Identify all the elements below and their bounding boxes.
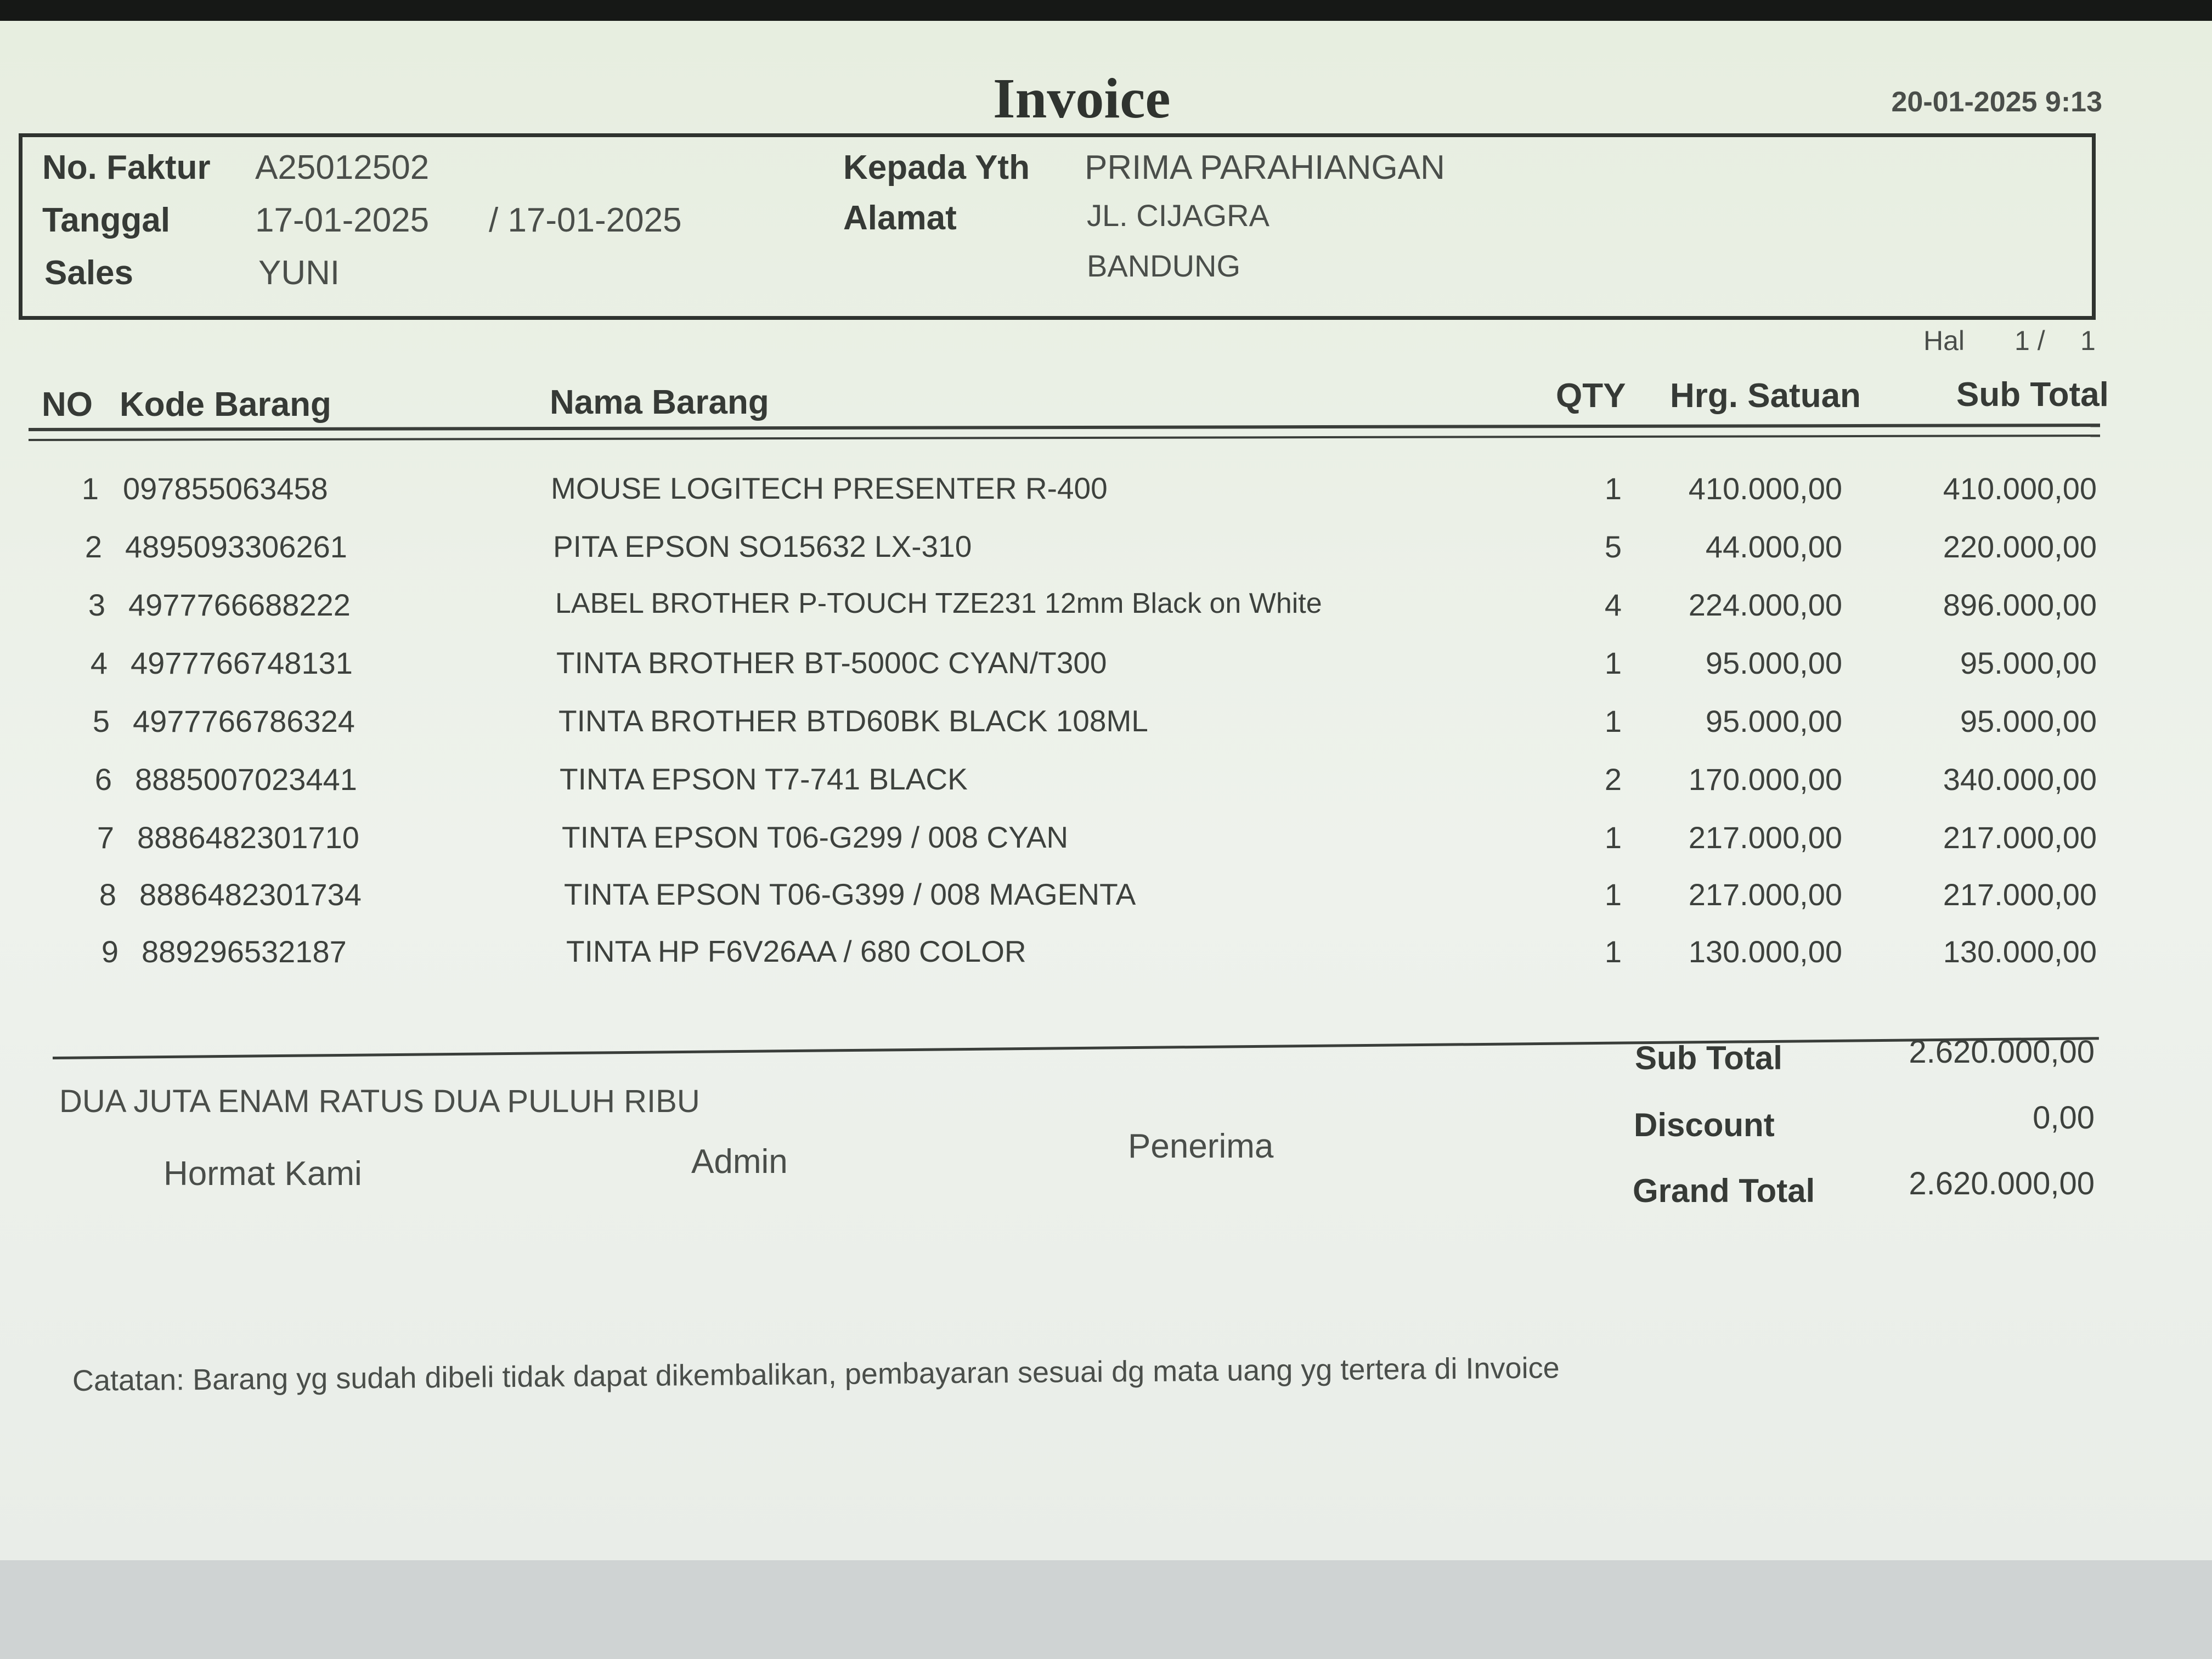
- row-subtotal: 217.000,00: [1943, 877, 2097, 912]
- row-no: 5: [92, 704, 110, 738]
- row-no: 3: [88, 588, 105, 622]
- row-qty: 4: [1604, 588, 1622, 622]
- subtotal-value: 2.620.000,00: [1909, 1034, 2095, 1070]
- row-harga: 217.000,00: [1688, 877, 1842, 912]
- row-harga: 95.000,00: [1705, 704, 1842, 738]
- row-subtotal: 217.000,00: [1943, 820, 2097, 855]
- row-kode: 4977766748131: [131, 646, 353, 680]
- grand-total-label: Grand Total: [1633, 1172, 1815, 1209]
- row-subtotal: 95.000,00: [1960, 646, 2097, 680]
- kepada-value: PRIMA PARAHIANGAN: [1085, 149, 1445, 187]
- row-no: 4: [90, 646, 108, 680]
- table-rule-top-1: [29, 424, 2100, 431]
- admin-label: Admin: [691, 1143, 788, 1181]
- row-kode: 8886482301710: [137, 820, 359, 855]
- row-no: 2: [84, 529, 102, 564]
- row-kode: 8886482301734: [139, 877, 362, 912]
- tanggal-value: 17-01-2025: [255, 201, 430, 239]
- table-row: [0, 761, 2140, 805]
- tanggal-value-2: / 17-01-2025: [489, 201, 682, 239]
- row-nama: TINTA EPSON T7-741 BLACK: [560, 762, 968, 796]
- row-subtotal: 220.000,00: [1943, 529, 2097, 564]
- row-harga: 44.000,00: [1705, 529, 1842, 564]
- row-nama: TINTA HP F6V26AA / 680 COLOR: [566, 934, 1026, 968]
- row-harga: 130.000,00: [1688, 934, 1842, 969]
- table-row: [0, 934, 2140, 978]
- table-row: [0, 703, 2140, 747]
- alamat-line-1: JL. CIJAGRA: [1087, 198, 1269, 233]
- page-current: 1 /: [2015, 325, 2045, 356]
- discount-value: 0,00: [2033, 1100, 2095, 1136]
- alamat-label: Alamat: [843, 199, 957, 237]
- table-rule-top-2: [29, 435, 2100, 441]
- row-harga: 170.000,00: [1688, 762, 1842, 797]
- hormat-kami-label: Hormat Kami: [163, 1155, 362, 1193]
- no-faktur-label: No. Faktur: [42, 149, 211, 187]
- table-row: [0, 645, 2140, 689]
- col-header-subtotal: Sub Total: [1956, 376, 2109, 414]
- row-qty: 1: [1604, 471, 1622, 506]
- grand-total-value: 2.620.000,00: [1909, 1166, 2095, 1201]
- monitor-frame-bottom: [0, 1560, 2212, 1659]
- printed-timestamp: 20-01-2025 9:13: [1891, 86, 2102, 118]
- table-row: [0, 471, 2140, 515]
- table-row: [0, 820, 2140, 864]
- col-header-no: NO: [42, 386, 93, 424]
- row-nama: TINTA EPSON T06-G399 / 008 MAGENTA: [564, 877, 1136, 911]
- col-header-qty: QTY: [1556, 377, 1626, 415]
- footer-note: Catatan: Barang yg sudah dibeli tidak dapat dikembalikan, pembayaran sesuai dg mata uang yg tertera di Invoice: [72, 1351, 1560, 1397]
- row-harga: 224.000,00: [1688, 588, 1842, 622]
- row-kode: 097855063458: [123, 471, 328, 506]
- row-kode: 8885007023441: [135, 762, 357, 797]
- row-no: 6: [94, 762, 112, 797]
- row-nama: TINTA EPSON T06-G299 / 008 CYAN: [562, 820, 1069, 854]
- row-nama: TINTA BROTHER BT-5000C CYAN/T300: [556, 646, 1107, 680]
- no-faktur-value: A25012502: [255, 149, 430, 187]
- row-subtotal: 95.000,00: [1960, 704, 2097, 738]
- row-subtotal: 130.000,00: [1943, 934, 2097, 969]
- discount-label: Discount: [1634, 1107, 1775, 1143]
- row-harga: 95.000,00: [1705, 646, 1842, 680]
- sales-value: YUNI: [258, 254, 340, 292]
- row-no: 8: [99, 877, 116, 912]
- alamat-line-2: BANDUNG: [1087, 249, 1241, 283]
- row-qty: 1: [1604, 934, 1622, 969]
- page-label: Hal: [1923, 325, 1965, 356]
- invoice-sheet: [0, 21, 2212, 1560]
- row-qty: 1: [1604, 704, 1622, 738]
- row-kode: 889296532187: [142, 934, 347, 969]
- row-nama: LABEL BROTHER P-TOUCH TZE231 12mm Black on White: [555, 588, 1322, 619]
- row-no: 7: [97, 820, 114, 855]
- sales-label: Sales: [44, 254, 134, 292]
- monitor-bezel: [0, 0, 2212, 21]
- terbilang-text: DUA JUTA ENAM RATUS DUA PULUH RIBU: [59, 1084, 700, 1119]
- table-row: [0, 877, 2140, 921]
- table-rule-bottom: [53, 1037, 2099, 1059]
- row-qty: 1: [1604, 646, 1622, 680]
- tanggal-label: Tanggal: [42, 201, 171, 239]
- row-harga: 410.000,00: [1688, 471, 1842, 506]
- row-qty: 1: [1604, 877, 1622, 912]
- row-qty: 1: [1604, 820, 1622, 855]
- row-qty: 2: [1604, 762, 1622, 797]
- row-no: 1: [81, 471, 99, 506]
- subtotal-label: Sub Total: [1635, 1040, 1782, 1076]
- col-header-nama: Nama Barang: [550, 383, 769, 421]
- table-row: [0, 587, 2140, 631]
- row-no: 9: [101, 934, 119, 969]
- penerima-label: Penerima: [1128, 1127, 1274, 1165]
- row-nama: PITA EPSON SO15632 LX-310: [553, 529, 972, 563]
- row-kode: 4895093306261: [125, 529, 347, 564]
- row-kode: 4977766688222: [128, 588, 351, 622]
- row-kode: 4977766786324: [133, 704, 355, 738]
- page-total: 1: [2080, 325, 2096, 356]
- row-subtotal: 410.000,00: [1943, 471, 2097, 506]
- row-subtotal: 896.000,00: [1943, 588, 2097, 622]
- row-nama: TINTA BROTHER BTD60BK BLACK 108ML: [558, 704, 1148, 738]
- invoice-title: Invoice: [993, 67, 1171, 130]
- col-header-kode: Kode Barang: [120, 386, 331, 424]
- table-row: [0, 529, 2140, 573]
- row-harga: 217.000,00: [1688, 820, 1842, 855]
- kepada-label: Kepada Yth: [843, 149, 1030, 187]
- row-qty: 5: [1604, 529, 1622, 564]
- invoice-header-box: [19, 133, 2096, 320]
- row-subtotal: 340.000,00: [1943, 762, 2097, 797]
- col-header-harga: Hrg. Satuan: [1670, 377, 1861, 415]
- row-nama: MOUSE LOGITECH PRESENTER R-400: [551, 471, 1108, 505]
